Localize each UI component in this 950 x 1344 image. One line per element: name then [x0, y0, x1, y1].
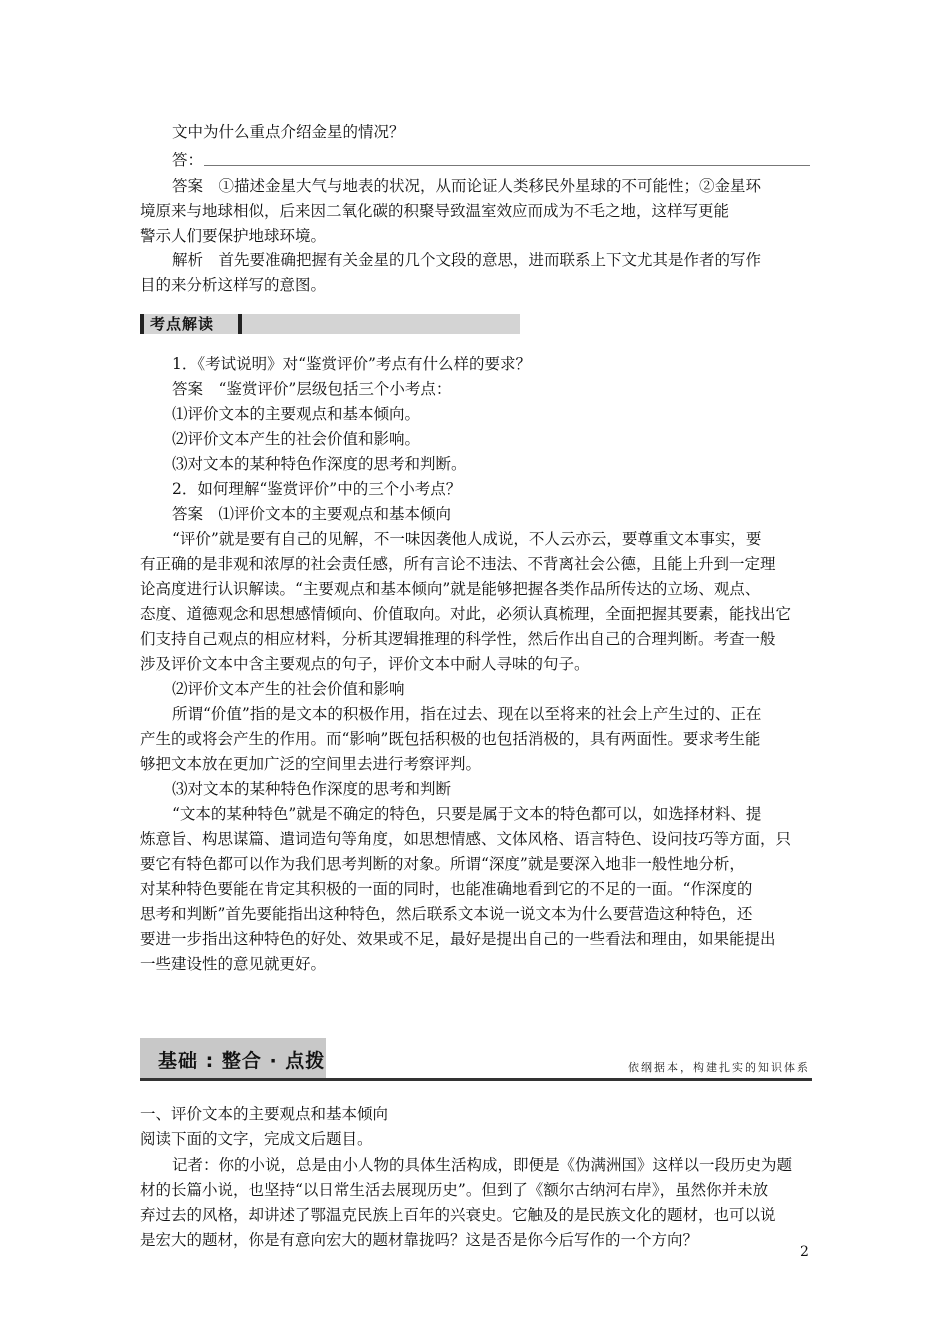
passage-line: 记者：你的小说，总是由小人物的具体生活构成，即便是《伪满洲国》这样以一段历史为题: [172, 1156, 793, 1174]
question-text: 文中为什么重点介绍金星的情况？: [172, 123, 405, 141]
paragraph-line: 们支持自己观点的相应材料，分析其逻辑推理的科学性，然后作出自己的合理判断。考查一般: [140, 630, 776, 648]
paragraph-line: 所谓“价值”指的是文本的积极作用，指在过去、现在以至将来的社会上产生过的、正在: [172, 705, 762, 723]
badge-bar-left: [140, 314, 144, 334]
paragraph-line: 要它有特色都可以作为我们思考判断的对象。所谓“深度”就是要深入地非一般性地分析，: [140, 855, 745, 873]
section2-heading: 一、评价文本的主要观点和基本倾向: [140, 1105, 389, 1123]
q1-answer-line: ⑶对文本的某种特色作深度的思考和判断。: [172, 455, 467, 473]
passage-line: 材的长篇小说，也坚持“以日常生活去展现历史”。但到了《额尔古纳河右岸》，虽然你并未放: [140, 1181, 769, 1199]
paragraph-line: 思考和判断”首先要能指出这种特色，然后联系文本说一说文本为什么要营造这种特色，还: [140, 905, 753, 923]
paragraph-line: 涉及评价文本中含主要观点的句子，评价文本中耐人寻味的句子。: [140, 655, 590, 673]
section-badge: [140, 314, 520, 334]
paragraph-line: 炼意旨、构思谋篇、遣词造句等角度，如思想情感、文体风格、语言特色、设问技巧等方面，只: [140, 830, 792, 848]
q2-answer-heading: 答案 ⑴评价文本的主要观点和基本倾向: [172, 505, 452, 523]
banner-title: 基础 : 整合 · 点拨: [158, 1050, 326, 1072]
q1-answer-line: 答案 “鉴赏评价”层级包括三个小考点：: [172, 380, 452, 398]
question-2: 2．如何理解“鉴赏评价”中的三个小考点？: [172, 480, 462, 498]
answer-blank-line: [204, 165, 810, 166]
answer-prompt: 答：: [172, 151, 204, 169]
paragraph-line: 产生的或将会产生的作用。而“影响”既包括积极的也包括消极的，具有两面性。要求考生能: [140, 730, 761, 748]
page-number: 2: [800, 1244, 809, 1260]
paragraph-line: 态度、道德观念和思想感情倾向、价值取向。对此，必须认真梳理，全面把握其要素，能找出它: [140, 605, 792, 623]
badge-bar-right: [238, 314, 242, 334]
section-banner: [140, 1038, 812, 1082]
subheading-3: ⑶对文本的某种特色作深度的思考和判断: [172, 780, 452, 798]
section-title: 考点解读: [150, 315, 215, 333]
question-1: 1．《考试说明》对“鉴赏评价”考点有什么样的要求？: [172, 355, 531, 373]
analysis-line: 目的来分析这样写的意图。: [140, 276, 327, 294]
subheading-2: ⑵评价文本产生的社会价值和影响: [172, 680, 405, 698]
passage-line: 弃过去的风格，却讲述了鄂温克民族上百年的兴衰史。它触及的是民族文化的题材，也可以说: [140, 1206, 776, 1224]
paragraph-line: 有正确的是非观和浓厚的社会责任感，所有言论不违法、不背离社会公德，且能上升到一定理: [140, 555, 776, 573]
answer-line: 警示人们要保护地球环境。: [140, 227, 327, 245]
paragraph-line: 要进一步指出这种特色的好处、效果或不足，最好是提出自己的一些看法和理由，如果能提出: [140, 930, 776, 948]
paragraph-line: “评价”就是要有自己的见解，不一味因袭他人成说，不人云亦云，要尊重文本事实，要: [172, 530, 762, 548]
answer-line: 境原来与地球相似，后来因二氧化碳的积聚导致温室效应而成为不毛之地，这样写更能: [140, 202, 730, 220]
paragraph-line: “文本的某种特色”就是不确定的特色，只要是属于文本的特色都可以，如选择材料、提: [172, 805, 762, 823]
analysis-line: 解析 首先要准确把握有关金星的几个文段的意思，进而联系上下文尤其是作者的写作: [172, 251, 762, 269]
q1-answer-line: ⑵评价文本产生的社会价值和影响。: [172, 430, 421, 448]
paragraph-line: 对某种特色要能在肯定其积极的一面的同时，也能准确地看到它的不足的一面。“作深度的: [140, 880, 753, 898]
banner-subtitle: 依纲据本，构建扎实的知识体系: [628, 1061, 810, 1074]
passage-line: 是宏大的题材，你是有意向宏大的题材靠拢吗？这是否是你今后写作的一个方向？: [140, 1231, 699, 1249]
q1-answer-line: ⑴评价文本的主要观点和基本倾向。: [172, 405, 421, 423]
paragraph-line: 够把文本放在更加广泛的空间里去进行考察评判。: [140, 755, 482, 773]
answer-line: 答案 ①描述金星大气与地表的状况，从而论证人类移民外星球的不可能性；②金星环: [172, 177, 762, 195]
paragraph-line: 论高度进行认识解读。“主要观点和基本倾向”就是能够把握各类作品所传达的立场、观点、: [140, 580, 761, 598]
section2-instruction: 阅读下面的文字，完成文后题目。: [140, 1130, 373, 1148]
paragraph-line: 一些建设性的意见就更好。: [140, 955, 327, 973]
banner-rule: [140, 1078, 812, 1081]
